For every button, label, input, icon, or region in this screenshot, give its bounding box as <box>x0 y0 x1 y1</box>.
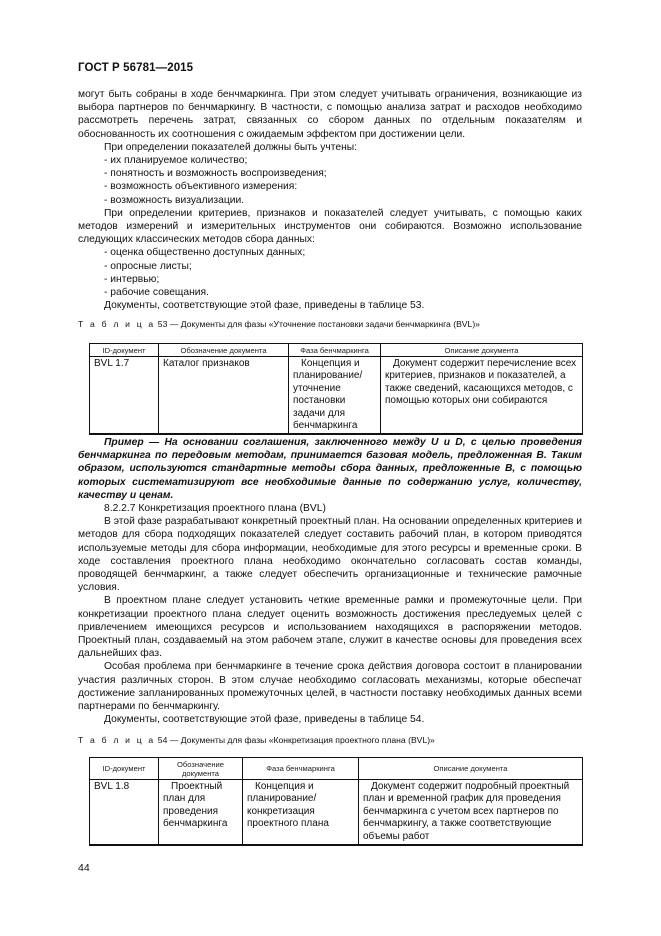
table-54 <box>89 757 583 846</box>
page-number: 44 <box>78 862 90 874</box>
caption-prefix: Т а б л и ц а <box>78 735 156 745</box>
body-paragraph: В проектном плане следует установить четкие временные рамки и промежуточные цели. При конкретизации проектного плана следует оценить возможность достижения преследуемых целей с привлечением имеющихся ресурсов и использованием находящихся в распоряжении методов. Проектный план, создаваемый на этом рабочем этапе, служит в качестве основы для проведения всех дальнейших фаз. <box>78 595 582 660</box>
column-header: Описание документа <box>381 344 583 357</box>
column-header: Описание документа <box>359 758 583 780</box>
indicator-item: - возможность объективного измерения: <box>104 181 298 193</box>
criteria-paragraph: При определении критериев, признаков и показателей следует учитывать, с помощью каких методов измерений и измерительных инструментов они собираются. Возможно использование следующих классических методов сбора данных: <box>78 207 582 246</box>
body-paragraph: В этой фазе разрабатывают конкретный проектный план. На основании определенных критериев и методов для сбора подходящих показателей следует составить рабочий план, в котором приводятся используемые методы для сбора информации, необходимые для этого ресурсы и временные сроки. В ходе составления проектного плана необходимо окончательно согласовать состав команды, проводящей бенчмаркинг, а также следует обеспечить организационные и технические рамочные условия. <box>78 516 582 594</box>
column-header: ID-документ <box>90 758 159 780</box>
cell-phase: Концепция и планирование/ конкретизация проектного плана <box>243 780 359 846</box>
column-header: Фаза бенчмаркинга <box>289 344 381 357</box>
table-reference: Документы, соответствующие этой фазе, приведены в таблице 54. <box>104 714 425 726</box>
cell-description: Документ содержит подробный проектный план и временной график для проведения бенчмаркинга с учетом всех партнеров по бенчмаркингу, а также соответствующие объемы работ <box>359 780 583 846</box>
section-project-plan <box>78 436 582 726</box>
indicator-item: - понятность и возможность воспроизведения; <box>104 168 327 180</box>
indicators-lead: При определении показателей должны быть учтены: <box>104 141 358 153</box>
table-header-row <box>90 758 583 780</box>
column-header: Обозначение документа <box>159 344 289 357</box>
cell-phase: Концепция и планирование/ уточнение постановки задачи для бенчмаркинга <box>289 357 381 435</box>
cell-designation: Проектный план для проведения бенчмаркинга <box>159 780 243 846</box>
cell-designation: Каталог признаков <box>159 357 289 435</box>
caption-text: — Документы для фазы «Уточнение постановки задачи бенчмаркинга (BVL)» <box>167 319 480 329</box>
table-53 <box>89 343 583 435</box>
method-item: - рабочие совещания. <box>104 287 209 299</box>
column-header: Обозначение документа <box>159 758 243 780</box>
column-header: Фаза бенчмаркинга <box>243 758 359 780</box>
method-item: - интервью; <box>104 273 160 285</box>
standard-header: ГОСТ Р 56781—2015 <box>78 62 194 74</box>
table-53-caption <box>78 319 480 329</box>
cell-id: BVL 1.8 <box>90 780 159 846</box>
example-paragraph: Пример — На основании соглашения, заключенного между U и D, с целью проведения бенчмаркинга по передовым методам, принимается базовая модель, предложенная B. Таким образом, используются стандартные методы сбора данных, предложенные B, с помощью которых систематизируют все необходимые данные по содержанию услуг, количеству, качеству и ценам. <box>78 437 582 501</box>
cell-id: BVL 1.7 <box>90 357 159 435</box>
table-header-row <box>90 344 583 357</box>
indicator-item: - возможность визуализации. <box>104 194 245 206</box>
intro-paragraph: могут быть собраны в ходе бенчмаркинга. При этом следует учитывать ограничения, возникающие из выбора партнеров по бенчмаркингу. В частности, с помощью анализа затрат и расходов необходимо рассмотреть перечень затрат, связанных со сбором данных по отдельным показателям и обоснованность их соотношения с ожидаемым эффектом при достижении цели. <box>78 89 582 140</box>
subsection-heading: 8.2.2.7 Конкретизация проектного плана (BVL) <box>104 503 326 515</box>
indicator-item: - их планируемое количество; <box>104 155 248 167</box>
caption-number: 53 <box>157 319 168 329</box>
section-indicators <box>78 88 582 312</box>
table-54-caption <box>78 735 435 745</box>
table-row <box>90 357 583 435</box>
body-paragraph: Особая проблема при бенчмаркинге в течение срока действия договора состоит в планировании участия различных сторон. В этом случае необходимо согласовать механизмы, которые обеспечат достижение запланированных промежуточных целей, в частности поставку необходимых данных всеми партнерами по бенчмаркингу. <box>78 661 582 713</box>
table-row <box>90 780 583 846</box>
caption-prefix: Т а б л и ц а <box>78 319 156 329</box>
column-header: ID-документ <box>90 344 159 357</box>
method-item: - оценка общественно доступных данных; <box>104 247 306 259</box>
table-reference: Документы, соответствующие этой фазе, приведены в таблице 53. <box>104 300 425 312</box>
caption-number: 54 <box>157 735 168 745</box>
cell-description: Документ содержит перечисление всех критериев, признаков и показателей, а также сведений, касающихся методов, с помощью которых они собираются <box>381 357 583 435</box>
method-item: - опросные листы; <box>104 260 192 272</box>
caption-text: — Документы для фазы «Конкретизация проектного плана (BVL)» <box>167 735 435 745</box>
